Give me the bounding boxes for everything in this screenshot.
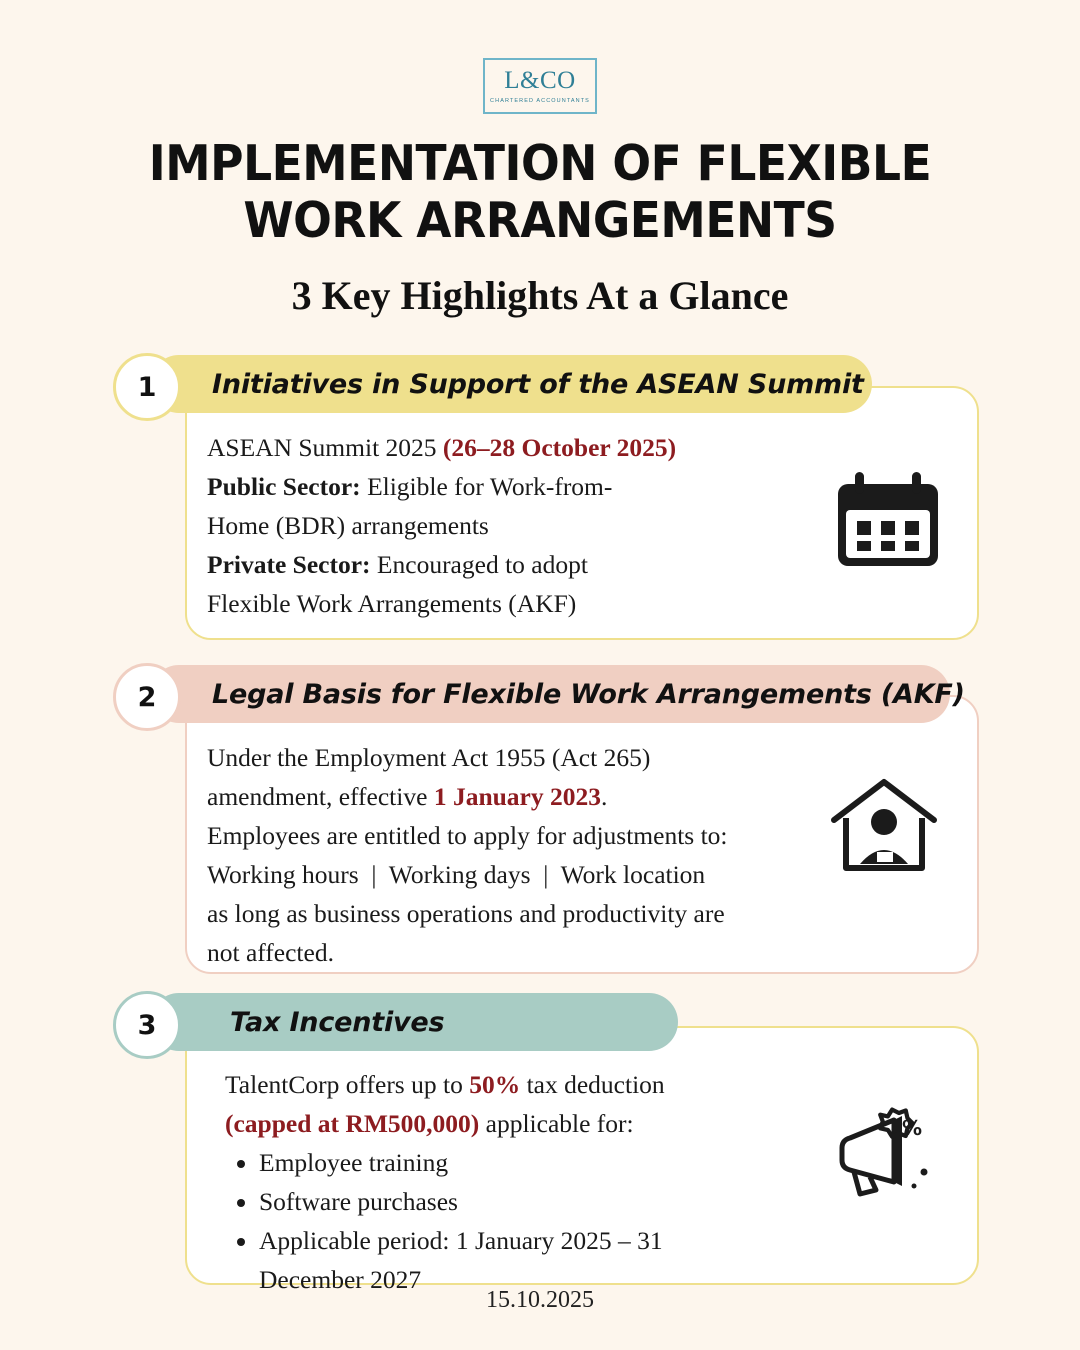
logo-tagline: CHARTERED ACCOUNTANTS [490,98,590,104]
section-1-heading: Initiatives in Support of the ASEAN Summit [212,368,864,400]
home-office-icon [822,768,947,888]
section-1-pill [150,355,872,413]
section-1-line-5: Flexible Work Arrangements (AKF) [207,589,577,618]
asean-summit-dates: (26–28 October 2025) [442,433,677,462]
logo-box [483,58,597,114]
section-1-body [207,428,827,623]
section-3-line-2: (capped at RM500,000) applicable for: [225,1109,634,1138]
page-subtitle: 3 Key Highlights At a Glance [291,273,789,318]
section-1-line-2: Public Sector: Eligible for Work-from- [207,472,613,501]
section-3-heading: Tax Incentives [230,1006,445,1038]
section-1-line-3: Home (BDR) arrangements [207,511,489,540]
section-3-pill [150,993,678,1051]
akf-effective-date: 1 January 2023 [433,782,601,811]
section-2-line-6: not affected. [207,938,334,967]
publication-date: 15.10.2025 [486,1287,594,1313]
section-1-line-1: ASEAN Summit 2025 (26–28 October 2025) [207,433,677,462]
list-item: • Applicable period: 1 January 2025 – 31 December 2027 [259,1221,759,1299]
calendar-icon [828,466,948,581]
list-item: • Software purchases [259,1182,825,1221]
section-3-number: 3 [113,991,181,1059]
section-1-number: 1 [113,353,181,421]
page-title [38,136,1042,250]
tax-deduction-rate: 50% [469,1070,521,1099]
page-title-line-2: WORK ARRANGEMENTS [243,191,837,249]
section-2-pill [150,665,965,723]
section-2-number: 2 [113,663,181,731]
section-2-line-5: as long as business operations and productivity are [207,899,725,928]
section-3-line-1: TalentCorp offers up to 50% tax deduction [225,1070,665,1099]
section-1-line-4: Private Sector: Encouraged to adopt [207,550,588,579]
tax-incentive-list [225,1143,825,1299]
page-title-line-1: IMPLEMENTATION OF FLEXIBLE [148,135,932,192]
logo-wordmark: L&CO [504,67,576,94]
svg-text:%: % [901,1116,923,1140]
megaphone-discount-icon [824,1090,944,1210]
section-2-line-4: Working hours | Working days | Work location [207,860,706,889]
section-2-heading: Legal Basis for Flexible Work Arrangements (AKF) [212,678,965,710]
section-2-line-1: Under the Employment Act 1955 (Act 265) [207,743,651,772]
list-item: • Employee training [259,1143,825,1182]
section-2-line-2: amendment, effective 1 January 2023. [207,782,608,811]
section-3-body [225,1065,825,1299]
tax-deduction-cap: (capped at RM500,000) [225,1109,480,1138]
section-2-line-3: Employees are entitled to apply for adjustments to: [207,821,728,850]
section-2-body [207,738,887,972]
brand-logo [0,58,1080,114]
